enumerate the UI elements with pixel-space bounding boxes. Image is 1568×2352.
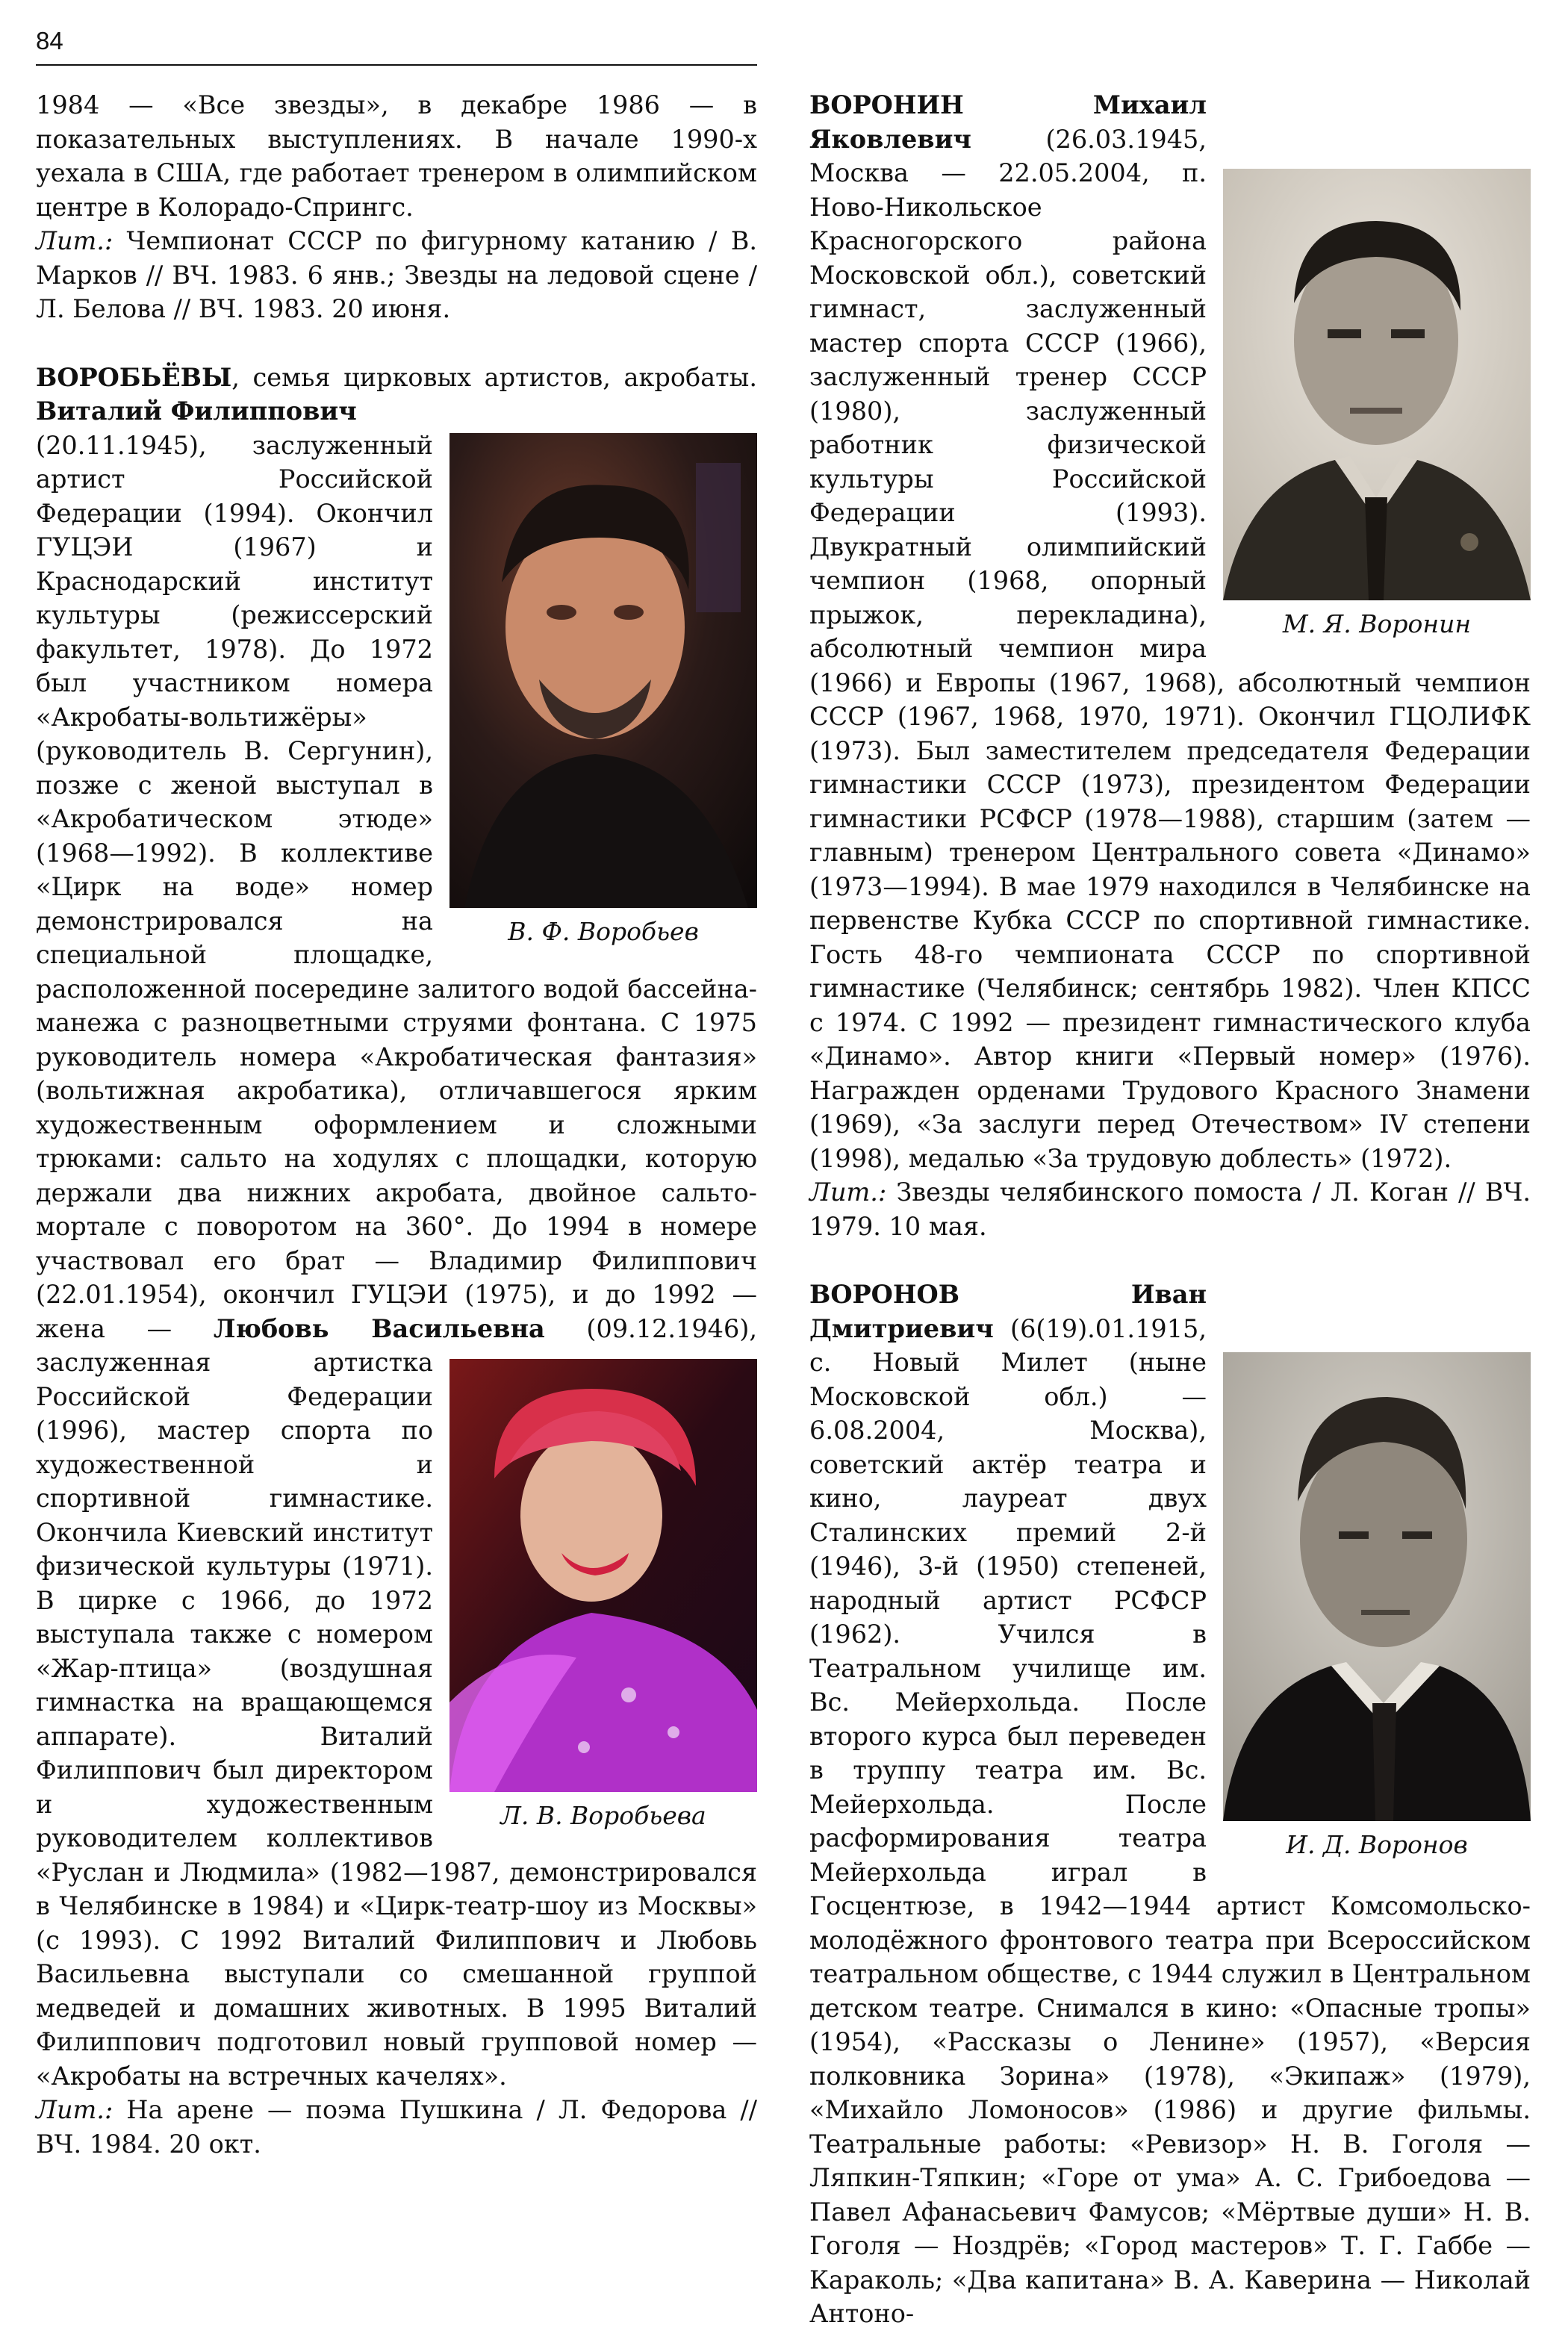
vorobyovy-intro <box>36 361 757 429</box>
left-column <box>36 88 757 2161</box>
continuation-paragraph <box>36 88 757 224</box>
figure-voronov <box>1223 1352 1531 1861</box>
entry-intro: , семья цирковых артистов, акробаты. <box>231 362 757 392</box>
entry-vorobyovy <box>36 361 757 2162</box>
person-name: Виталий Филиппович <box>36 396 357 426</box>
right-column <box>809 88 1531 2331</box>
literature-text: Звезды челябинского помоста / Л. Коган // ВЧ. 1979. 10 мая. <box>809 1177 1531 1241</box>
entry-text: (26.03.1945, Москва — 22.05.2004, п. Ново-Никольское Красногорского района Московской обл.), советский гимнаст, заслуженный мастер спорта СССР (1966), заслуженный тренер СССР (1980), заслуженный работник физической культуры Российской Федерации (1993). Двукратный олимпийский чемпион (1968, опорный прыжок, перекладина), абсолютный чемпион мира (1966) и Европы (1967, 1968), абсолютный чемпион СССР (1967, 1968, 1970, 1971). Окончил ГЦОЛИФК (1973). Был заместителем председателя Федерации гимнастики СССР (1973), президентом Федерации гимнастики РСФСР (1978—1988), старшим (затем — главным) тренером Центрального совета «Динамо» (1973—1994). В мае 1979 находился в Челябинске на первенстве Кубка СССР по спортивной гимнастике. Гость 48-го чемпионата СССР по спортивной гимнастике (Челябинск; сентябрь 1982). Член КПСС с 1974. С 1992 — президент гимнастического клуба «Динамо». Автор книги «Первый номер» (1976). Награжден орденами Трудового Красного Знамени (1969), «За заслуги перед Отечеством» IV степени (1998), медалью «За трудовую доблесть» (1972). <box>809 124 1531 1173</box>
figure-vorobyov <box>449 433 757 948</box>
photo-vorobyova <box>449 1359 757 1792</box>
photo-voronov <box>1223 1352 1531 1821</box>
literature-text: На арене — поэма Пушкина / Л. Федорова // ВЧ. 1984. 20 окт. <box>36 2095 757 2159</box>
page-number: 84 <box>36 27 63 55</box>
photo-voronin <box>1223 169 1531 600</box>
portrait-image <box>449 433 757 908</box>
photo-vorobyov <box>449 433 757 908</box>
entry-voronov <box>809 1278 1531 2331</box>
entry-text: (09.12.1946), заслуженная артистка Российской Федерации (1996), мастер спорта по художественной и спортивной гимнастике. Окончила Киевский институт физической культуры (1971). В цирке с 1966, до 1972 выступала также с номером «Жар-птица» (воздушная гимнастка на вращающемся аппарате). Виталий Филиппович был директором и художественным руководителем коллективов «Руслан и Людмила» (1982—1987, демонстрировался в Челябинске в 1984) и «Цирк-театр-шоу из Москвы» (с 1993). С 1992 Виталий Филиппович и Любовь Васильевна выступали со смешанной группой медведей и домашних животных. В 1995 Виталий Филиппович подготовил новый групповой номер — «Акробаты на встречных качелях». <box>36 1313 757 2091</box>
portrait-image <box>1223 1352 1531 1821</box>
figure-voronin <box>1223 169 1531 641</box>
literature-text: Чемпионат СССР по фигурному катанию / В. Марков // ВЧ. 1983. 6 янв.; Звезды на ледовой сцене / Л. Белова // ВЧ. 1983. 20 июня. <box>36 226 757 323</box>
portrait-image <box>449 1359 757 1792</box>
caption-vorobyov: В. Ф. Воробьев <box>508 916 699 946</box>
caption-vorobyova: Л. В. Воробьева <box>500 1801 706 1830</box>
caption-voronov: И. Д. Воронов <box>1286 1830 1468 1859</box>
entry-text: (20.11.1945), заслуженный артист Российской Федерации (1994). Окончил ГУЦЭИ (1967) и Краснодарский институт культуры (режиссерский факультет, 1978). До 1972 был участником номера «Акробаты-вольтижёры» (руководитель В. Сергунин), позже с женой выступал в «Акробатическом этюде» (1968—1992). В коллективе «Цирк на воде» номер демонстрировался на специальной площадке, расположенной посередине залитого водой бассейна-манежа с разноцветными струями фонтана. С 1975 руководитель номера «Акробатическая фантазия» (вольтижная акробатика), отличавшегося ярким художественным оформлением и сложными трюками: сальто на ходулях с площадки, которую держали два нижних акробата, двойное сальто-мортале с поворотом на 360°. До 1994 в номере участвовал его брат — Владимир Филиппович (22.01.1954), окончил ГУЦЭИ (1975), и до 1992 — жена — <box>36 430 757 1343</box>
literature-label: Лит.: <box>809 1177 887 1207</box>
entry-title: ВОРОБЬЁВЫ <box>36 362 232 392</box>
continuation-text: 1984 — «Все звезды», в декабре 1986 — в показательных выступлениях. В начале 1990-х уехала в США, где работает тренером в олимпийском центре в Колорадо-Спрингс. <box>36 90 757 222</box>
literature-label: Лит.: <box>36 226 113 255</box>
entry-title: ВОРОНОВ Иван Дмитриевич <box>809 1280 1207 1343</box>
entry-text: (6(19).01.1915, с. Новый Милет (ныне Московской обл.) — 6.08.2004, Москва), советский актёр театра и кино, лауреат двух Сталинских премий 2-й (1946), 3-й (1950) степеней, народный артист РСФСР (1962). Учился в Театральном училище им. Вс. Мейерхольда. После второго курса был переведен в труппу театра им. Вс. Мейерхольда. После расформирования театра Мейерхольда играл в Госцентюзе, в 1942—1944 артист Комсомольско-молодёжного фронтового театра при Всероссийском театральном обществе, с 1944 служил в Центральном детском театре. Снимался в кино: «Опасные тропы» (1954), «Рассказы о Ленине» (1957), «Версия полковника Зорина» (1978), «Экипаж» (1979), «Михайло Ломоносов» (1986) и другие фильмы. Театральные работы: «Ревизор» Н. В. Гоголя — Ляпкин-Тяпкин; «Горе от ума» А. С. Грибоедова — Павел Афанасьевич Фамусов; «Мёртвые души» Н. В. Гоголя — Ноздрёв; «Город мастеров» Т. Г. Габбе — Караколь; «Два капитана» В. А. Каверина — Николай Антоно- <box>809 1313 1531 2328</box>
figure-vorobyova <box>449 1359 757 1832</box>
continuation-literature <box>36 224 757 326</box>
person-name: Любовь Васильевна <box>213 1313 545 1343</box>
literature-label: Лит.: <box>36 2095 113 2124</box>
vorobyovy-literature <box>36 2093 757 2161</box>
entry-voronin <box>809 88 1531 1243</box>
voronin-literature <box>809 1175 1531 1243</box>
caption-voronin: М. Я. Воронин <box>1282 609 1472 638</box>
entry-title: ВОРОНИН Михаил Яковлевич <box>809 90 1207 154</box>
portrait-image <box>1223 169 1531 600</box>
header-rule <box>36 64 757 66</box>
